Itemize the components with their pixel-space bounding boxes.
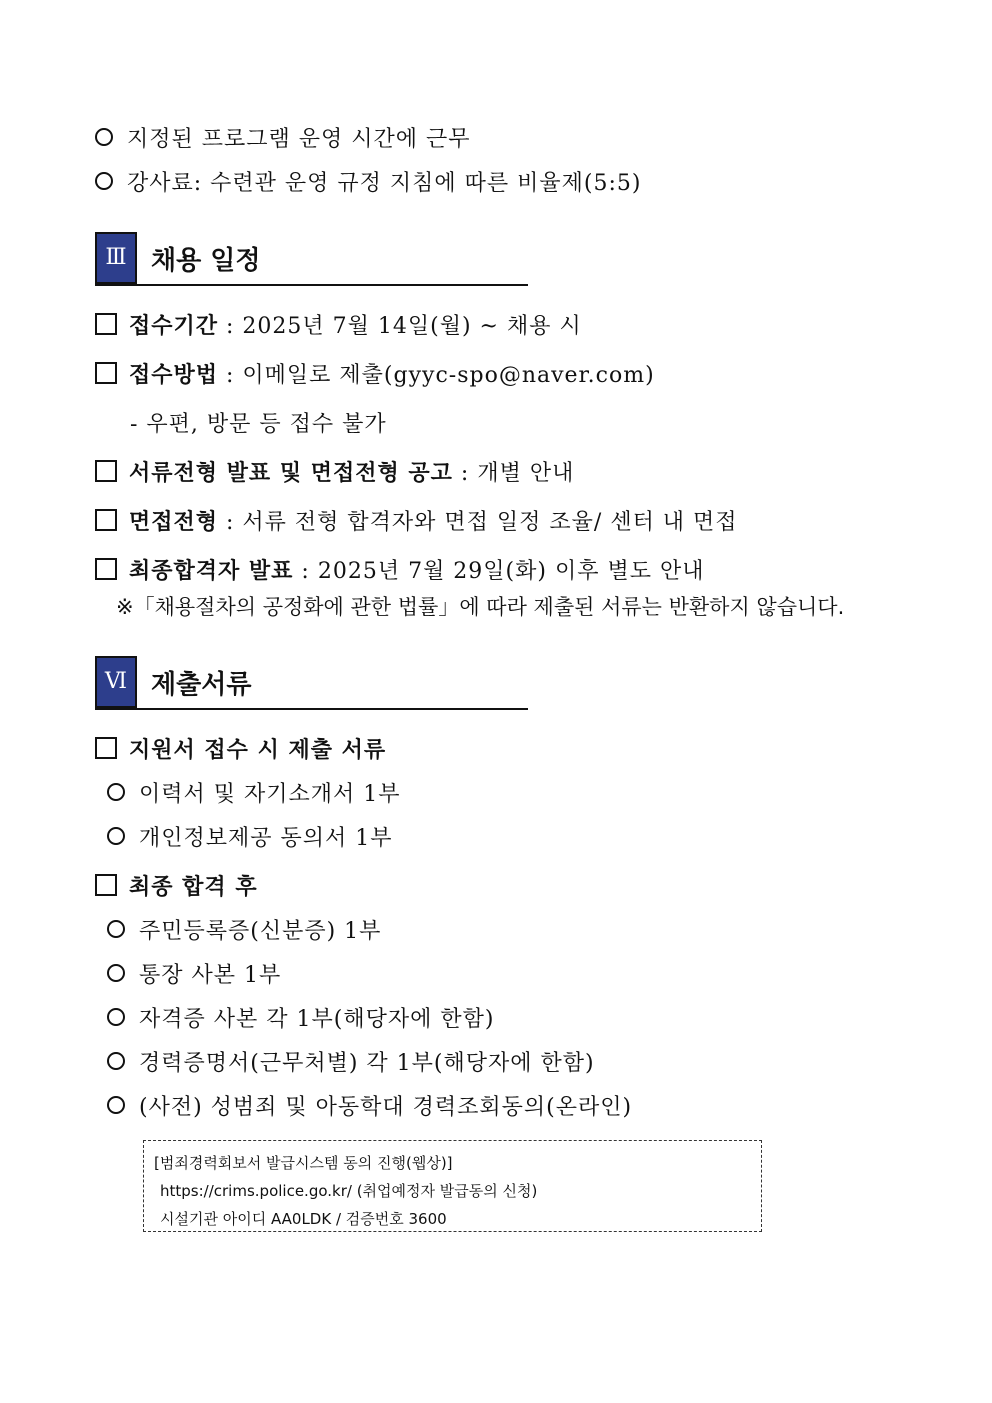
section-title: 제출서류 [151, 670, 252, 700]
circle-bullet-icon [95, 172, 113, 190]
list-item: 주민등록증(신분증) 1부 [107, 914, 381, 945]
list-item: (사전) 성범죄 및 아동학대 경력조회동의(온라인) [107, 1090, 632, 1121]
circle-bullet-icon [107, 1008, 125, 1026]
list-item: 이력서 및 자기소개서 1부 [107, 777, 401, 808]
info-box-credentials: 시설기관 아이디 AA0LDK / 검증번호 3600 [160, 1210, 447, 1228]
schedule-item-announcement: 서류전형 발표 및 면접전형 공고 : 개별 안내 [95, 456, 574, 487]
list-item: 강사료: 수련관 운영 규정 지침에 따른 비율제(5:5) [95, 166, 641, 197]
section-title: 채용 일정 [151, 246, 261, 276]
section-number-badge: Ⅲ [95, 232, 137, 284]
section-number-badge: Ⅵ [95, 656, 137, 708]
circle-bullet-icon [107, 1096, 125, 1114]
section-header-documents [95, 656, 528, 710]
list-item: 개인정보제공 동의서 1부 [107, 821, 393, 852]
info-box-title: [범죄경력회보서 발급시스템 동의 진행(웹상)] [154, 1154, 453, 1172]
list-item: 통장 사본 1부 [107, 958, 281, 989]
checkbox-square-icon [95, 460, 117, 482]
checkbox-square-icon [95, 362, 117, 384]
schedule-item-final: 최종합격자 발표 : 2025년 7월 29일(화) 이후 별도 안내 [95, 554, 704, 585]
circle-bullet-icon [107, 964, 125, 982]
checkbox-square-icon [95, 874, 117, 896]
circle-bullet-icon [107, 827, 125, 845]
circle-bullet-icon [107, 920, 125, 938]
checkbox-square-icon [95, 558, 117, 580]
schedule-item-period: 접수기간 : 2025년 7월 14일(월) ~ 채용 시 [95, 309, 582, 340]
info-box-url[interactable]: https://crims.police.go.kr/ (취업예정자 발급동의 신청) [160, 1182, 538, 1200]
checkbox-square-icon [95, 313, 117, 335]
checkbox-square-icon [95, 509, 117, 531]
list-item: 지정된 프로그램 운영 시간에 근무 [95, 122, 471, 153]
schedule-footnote: ※「채용절차의 공정화에 관한 법률」에 따라 제출된 서류는 반환하지 않습니다. [116, 595, 845, 619]
circle-bullet-icon [95, 128, 113, 146]
circle-bullet-icon [107, 1052, 125, 1070]
section-header-schedule [95, 232, 528, 286]
documents-group-application: 지원서 접수 시 제출 서류 [95, 733, 386, 764]
schedule-item-method: 접수방법 : 이메일로 제출(gyyc-spo@naver.com) [95, 358, 655, 389]
list-item: 경력증명서(근무처별) 각 1부(해당자에 한함) [107, 1046, 595, 1077]
schedule-item-interview: 면접전형 : 서류 전형 합격자와 면접 일정 조율/ 센터 내 면접 [95, 505, 738, 536]
documents-group-final: 최종 합격 후 [95, 870, 258, 901]
list-item: 자격증 사본 각 1부(해당자에 한함) [107, 1002, 494, 1033]
checkbox-square-icon [95, 737, 117, 759]
schedule-sub-note: - 우편, 방문 등 접수 불가 [130, 412, 387, 437]
criminal-record-info-box [143, 1140, 762, 1232]
circle-bullet-icon [107, 783, 125, 801]
